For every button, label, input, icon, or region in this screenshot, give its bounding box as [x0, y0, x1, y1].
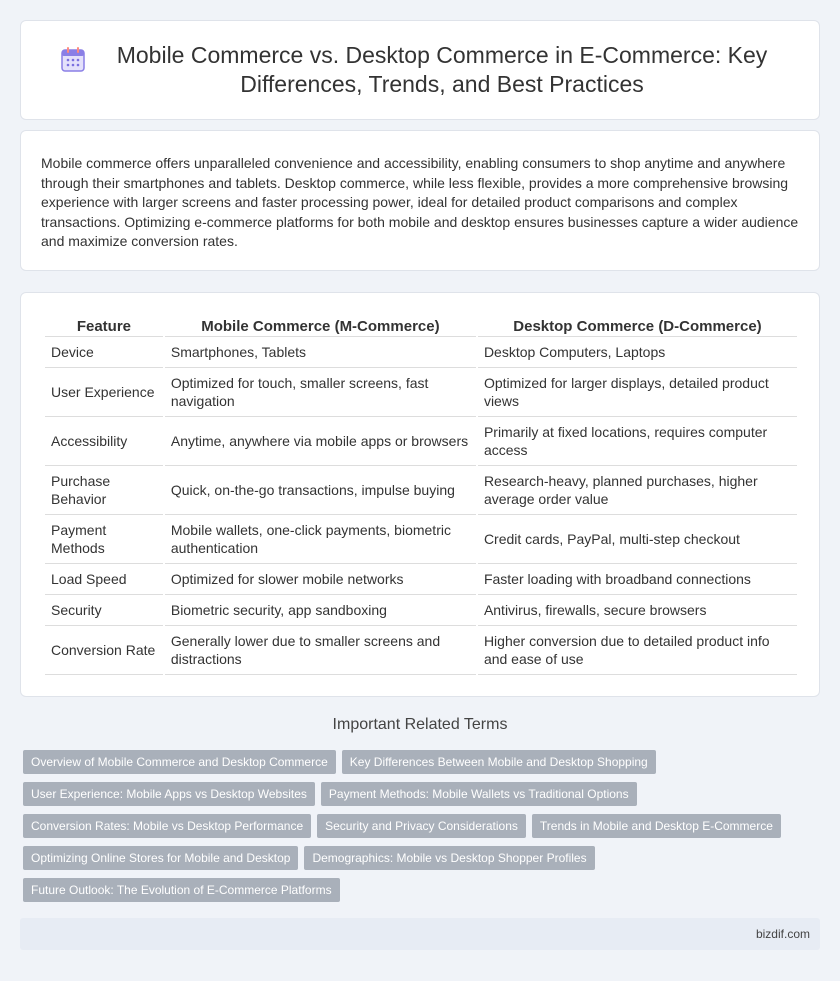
- related-term-link[interactable]: Future Outlook: The Evolution of E-Commerce Platforms: [23, 878, 340, 902]
- related-term-link[interactable]: Key Differences Between Mobile and Desktop Shopping: [342, 750, 656, 774]
- table-header-row: [45, 313, 797, 337]
- desktop-cell: Primarily at fixed locations, requires computer access: [478, 417, 797, 466]
- related-terms-heading: Important Related Terms: [332, 716, 508, 733]
- mobile-cell: Optimized for slower mobile networks: [165, 564, 476, 595]
- title-wrap: [58, 41, 782, 99]
- tag-row: [23, 782, 823, 806]
- related-term-link[interactable]: Overview of Mobile Commerce and Desktop Commerce: [23, 750, 336, 774]
- desktop-cell: Antivirus, firewalls, secure browsers: [478, 595, 797, 626]
- table-row: [45, 417, 797, 466]
- table-row: [45, 595, 797, 626]
- table-row: [45, 515, 797, 564]
- feature-cell: Load Speed: [45, 564, 163, 595]
- mobile-cell: Biometric security, app sandboxing: [165, 595, 476, 626]
- footer-bar: [20, 918, 820, 950]
- desktop-cell: Research-heavy, planned purchases, higher average order value: [478, 466, 797, 515]
- related-term-link[interactable]: Optimizing Online Stores for Mobile and Desktop: [23, 846, 298, 870]
- tag-row: [23, 814, 823, 838]
- related-term-link[interactable]: Demographics: Mobile vs Desktop Shopper Profiles: [304, 846, 594, 870]
- header-card: [20, 20, 820, 120]
- related-term-link[interactable]: User Experience: Mobile Apps vs Desktop Websites: [23, 782, 315, 806]
- mobile-cell: Smartphones, Tablets: [165, 337, 476, 368]
- page-title: Mobile Commerce vs. Desktop Commerce in E-Commerce: Key Differences, Trends, and Best Practices: [116, 42, 768, 97]
- table-row: [45, 368, 797, 417]
- mobile-cell: Mobile wallets, one-click payments, biometric authentication: [165, 515, 476, 564]
- feature-cell: Payment Methods: [45, 515, 163, 564]
- tag-row: [23, 878, 823, 902]
- table-row: [45, 466, 797, 515]
- table-row: [45, 564, 797, 595]
- tag-row: [23, 846, 823, 870]
- table-row: [45, 626, 797, 675]
- feature-cell: Device: [45, 337, 163, 368]
- tag-row: [23, 750, 823, 774]
- calendar-icon: [58, 45, 88, 75]
- feature-cell: Security: [45, 595, 163, 626]
- table-row: [45, 337, 797, 368]
- related-term-link[interactable]: Trends in Mobile and Desktop E-Commerce: [532, 814, 781, 838]
- mobile-cell: Generally lower due to smaller screens and distractions: [165, 626, 476, 675]
- desktop-cell: Faster loading with broadband connections: [478, 564, 797, 595]
- intro-paragraph: Mobile commerce offers unparalleled convenience and accessibility, enabling consumers to shop anytime and anywhere through their smartphones and tablets. Desktop commerce, while less flexible, provides a more comprehensive browsing experience with larger screens and faster processing power, ideal for detailed product comparisons and complex transactions. Optimizing e-commerce platforms for both mobile and desktop ensures businesses capture a wider audience and maximize conversion rates.: [41, 155, 799, 250]
- feature-cell: Purchase Behavior: [45, 466, 163, 515]
- comparison-table-card: [20, 292, 820, 697]
- related-terms-tags: [23, 750, 823, 910]
- related-term-link[interactable]: Security and Privacy Considerations: [317, 814, 526, 838]
- related-term-link[interactable]: Payment Methods: Mobile Wallets vs Traditional Options: [321, 782, 637, 806]
- desktop-cell: Credit cards, PayPal, multi-step checkout: [478, 515, 797, 564]
- desktop-cell: Higher conversion due to detailed product info and ease of use: [478, 626, 797, 675]
- column-header-mobile: Mobile Commerce (M-Commerce): [165, 313, 476, 337]
- feature-cell: Accessibility: [45, 417, 163, 466]
- footer-site-link[interactable]: bizdif.com: [755, 927, 810, 941]
- column-header-feature: Feature: [45, 313, 163, 337]
- desktop-cell: Desktop Computers, Laptops: [478, 337, 797, 368]
- intro-card: [20, 130, 820, 271]
- mobile-cell: Optimized for touch, smaller screens, fast navigation: [165, 368, 476, 417]
- mobile-cell: Anytime, anywhere via mobile apps or browsers: [165, 417, 476, 466]
- column-header-desktop: Desktop Commerce (D-Commerce): [478, 313, 797, 337]
- desktop-cell: Optimized for larger displays, detailed product views: [478, 368, 797, 417]
- feature-cell: Conversion Rate: [45, 626, 163, 675]
- mobile-cell: Quick, on-the-go transactions, impulse buying: [165, 466, 476, 515]
- related-term-link[interactable]: Conversion Rates: Mobile vs Desktop Performance: [23, 814, 311, 838]
- comparison-table: [43, 313, 799, 675]
- feature-cell: User Experience: [45, 368, 163, 417]
